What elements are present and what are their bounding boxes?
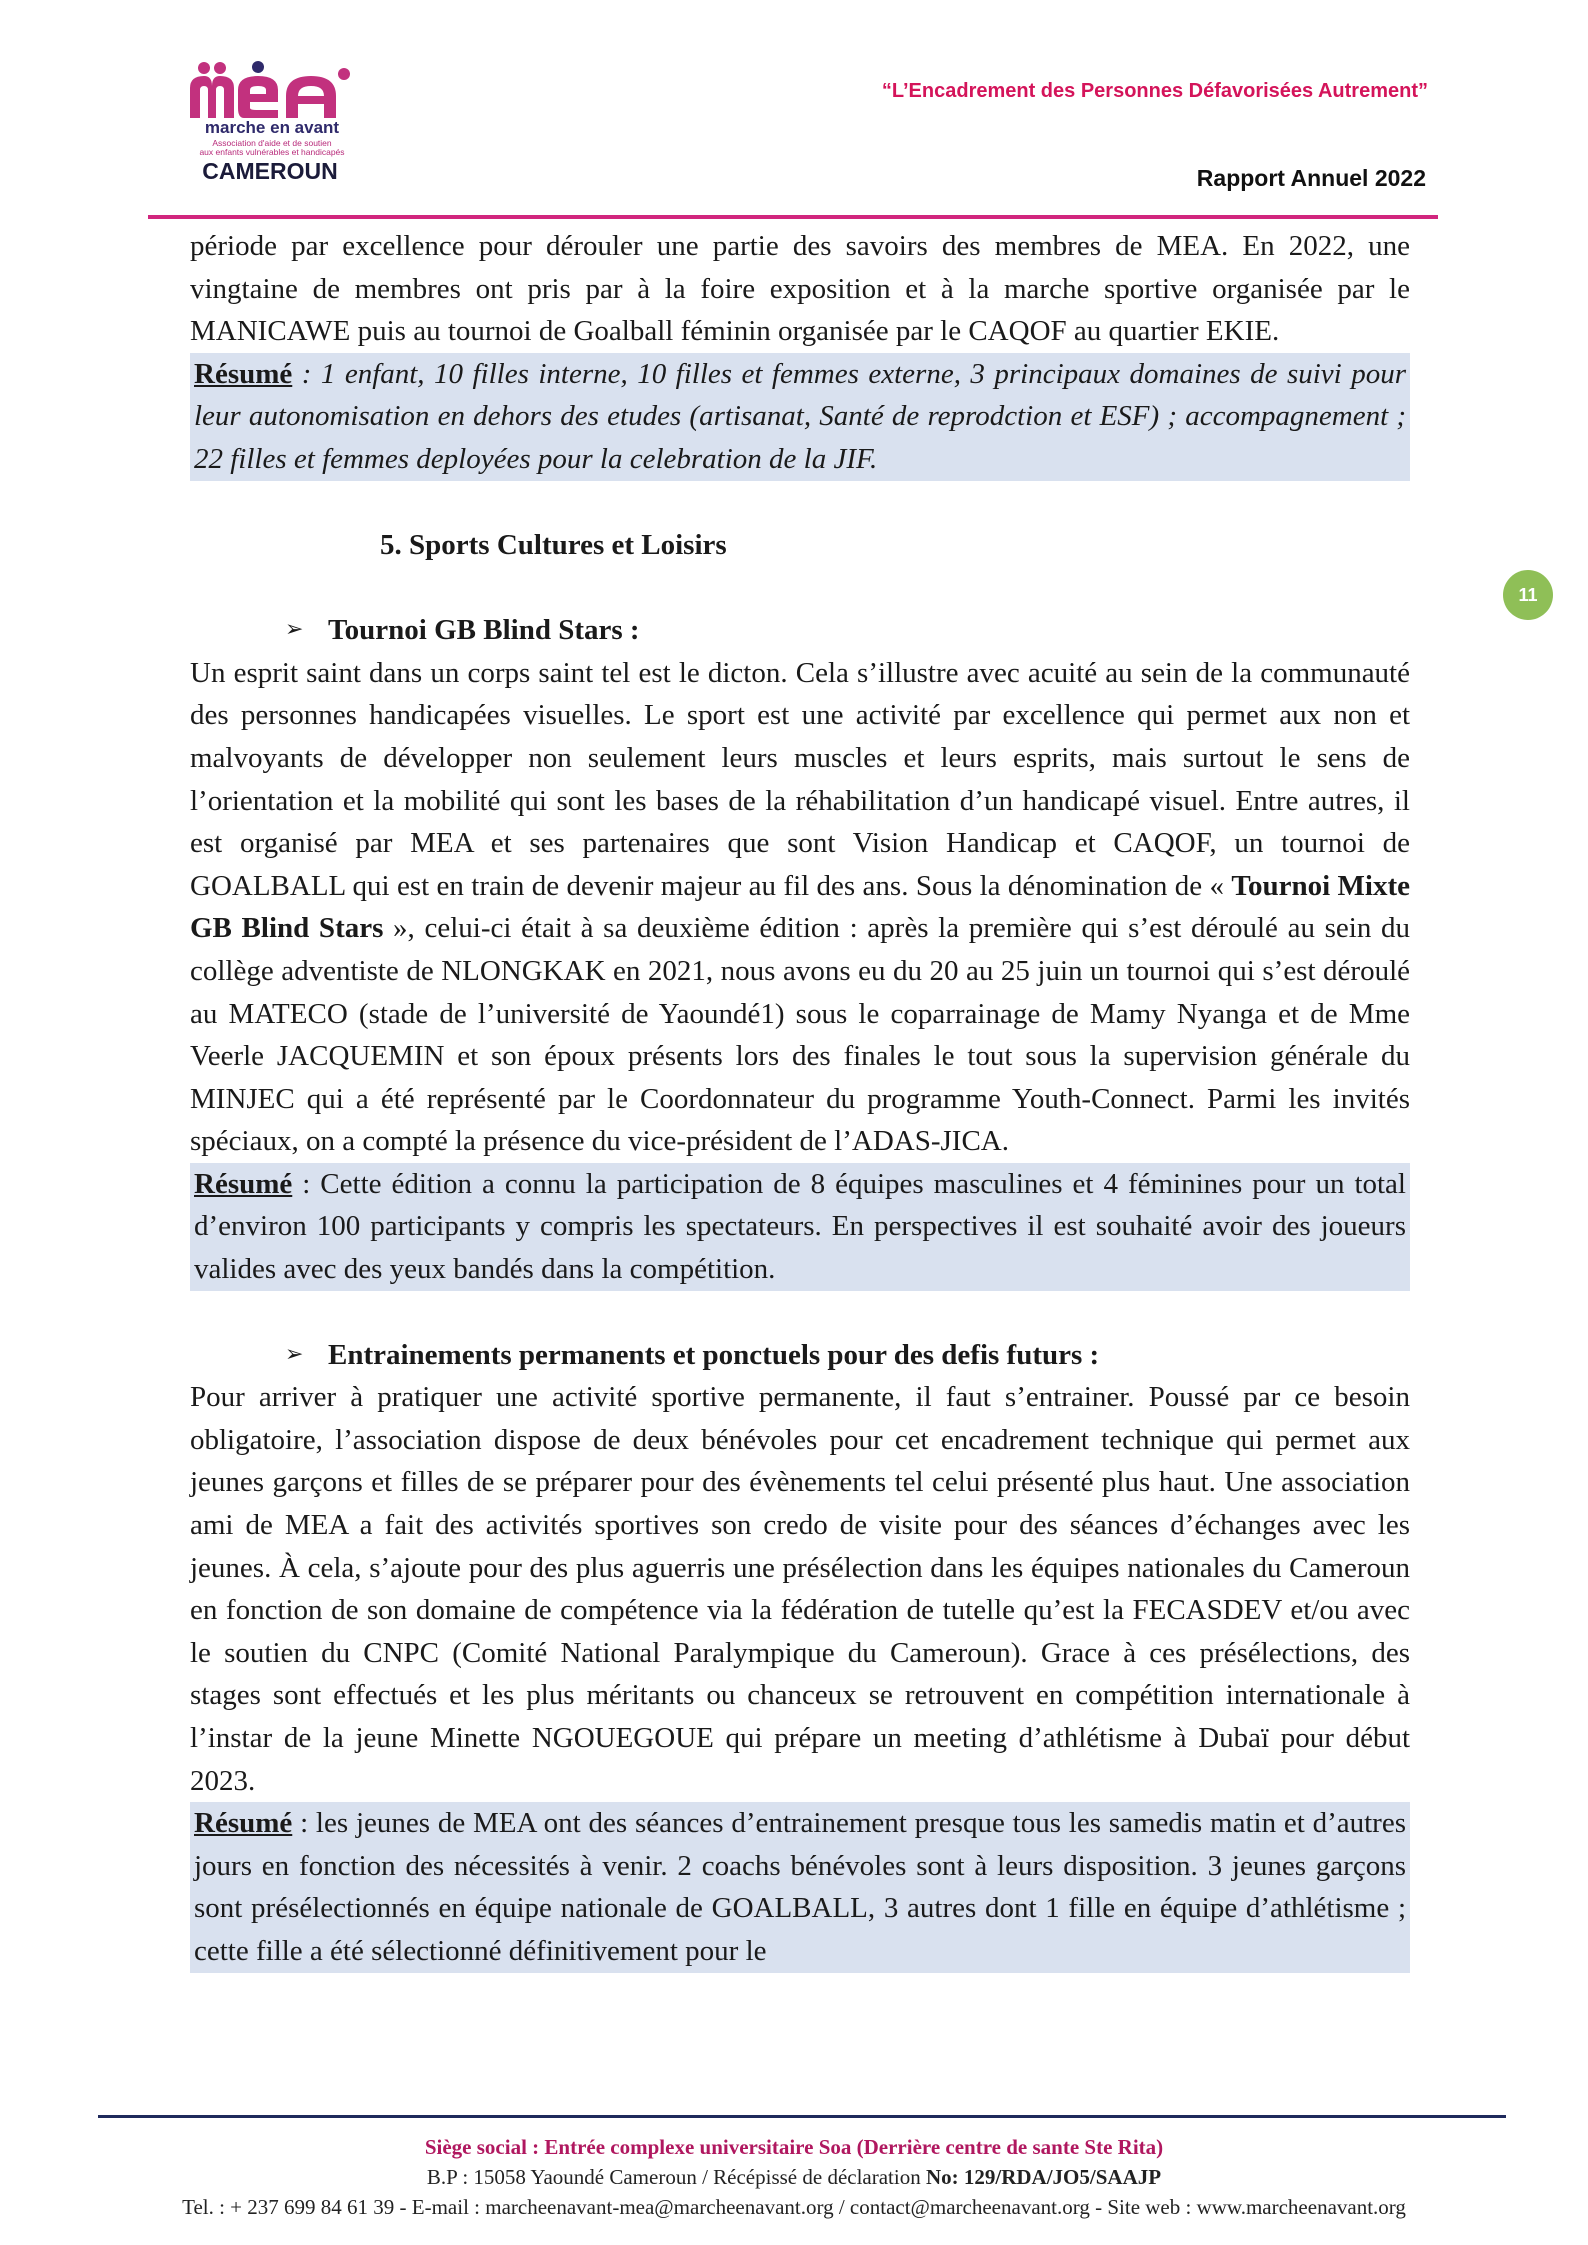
body-paragraph: Pour arriver à pratiquer une activité sportive permanente, il faut s’entrainer. Poussé par ce besoin obligatoire, l’association dispose de deux bénévoles pour cet encadrement technique qui permet aux jeunes garçons et filles de se préparer pour des évènements tel celui présenté plus haut. Une association ami de MEA a fait des activités sportives son credo de visite pour des séances d’échanges avec les jeunes. À cela, s’ajoute pour des plus aguerris une présélection dans les équipes nationales du Cameroun en fonction de son domaine de compétence via la fédération de tutelle qu’est la FECASDEV et/ou avec le soutien du CNPC (Comité National Paralympique du Cameroun). Grace à ces présélections, des stages sont effectués et les plus méritants ou chanceux se retrouvent en compétition internationale à l’instar de la jeune Minette NGOUEGOUE qui prépare un meeting d’athlétisme à Dubaï pour début 2023. <box>190 1381 1410 1797</box>
page-footer <box>0 2132 1588 2222</box>
paragraph-bold-text: Tournoi Mixte GB Blind Stars <box>190 869 1410 945</box>
paragraph-text: », celui-ci était à sa deuxième édition : après la première qui s’est déroulé au sein du collège adventiste de NLONGKAK en 2021, nous avons eu du 20 au 25 juin un tournoi qui s’est déroulé au MATECO (stade de l’université de Yaoundé1) sous le coparrainage de Mamy Nyanga et de Mme Veerle JACQUEMIN et son époux présents lors des finales le tout sous la supervision générale du MINJEC qui a été représenté par le Coordonnateur du programme Youth-Connect. Parmi les invités spéciaux, on a compté la présence du vice-président de l’ADAS-JICA. <box>190 912 1410 1158</box>
subsection-heading <box>190 1334 1410 1377</box>
logo-country: CAMEROUN <box>202 158 338 184</box>
summary-text: : 1 enfant, 10 filles interne, 10 filles et femmes externe, 3 principaux domaines de suivi pour leur autonomisation en dehors des etudes (artisanat, Santé de reprodction et ESF) ; accompagnement ; 22 filles et femmes deployées pour la celebration de la JIF. <box>194 357 1406 475</box>
logo-name: marche en avant <box>204 118 340 137</box>
logo-subtitle-line: Association d'aide et de soutien <box>212 138 332 148</box>
footer-registration-number: No: 129/RDA/JO5/SAAJP <box>925 2165 1162 2189</box>
page-number-badge: 11 <box>1503 570 1553 620</box>
paragraph-text: Un esprit saint dans un corps saint tel est le dicton. Cela s’illustre avec acuité au sein de la communauté des personnes handicapées visuelles. Le sport est une activité par excellence qui permet aux non et malvoyants de développer non seulement leurs muscles et leurs esprits, mais surtout le sens de l’orientation et la mobilité qui sont les bases de la réhabilitation d’un handicapé visuel. Entre autres, il est organisé par MEA et ses partenaires que sont Vision Handicap et CAQOF, un tournoi de GOALBALL qui est en train de devenir majeur au fil des ans. Sous la dénomination de « <box>190 656 1410 902</box>
logo-subtitle <box>184 139 360 157</box>
page-body <box>190 225 1410 1973</box>
footer-divider <box>98 2115 1506 2118</box>
footer-contacts: Tel. : + 237 699 84 61 39 - E-mail : marcheenavant-mea@marcheenavant.org / contact@marcheenavant.org - Site web : www.marcheenavant.org <box>182 2195 1406 2219</box>
summary-box <box>190 1163 1410 1291</box>
section-heading: 5. Sports Cultures et Loisirs <box>380 528 727 561</box>
summary-text: : Cette édition a connu la participation de 8 équipes masculines et 4 féminines pour un total d’environ 100 participants y compris les spectateurs. En perspectives il est souhaité avoir des joueurs valides avec des yeux bandés dans la compétition. <box>194 1167 1406 1286</box>
summary-box <box>190 353 1410 481</box>
subsection-title: Tournoi GB Blind Stars : <box>328 614 640 647</box>
footer-registration-text: B.P : 15058 Yaoundé Cameroun / Récépissé de déclaration <box>426 2165 926 2189</box>
body-paragraph <box>190 652 1410 1163</box>
report-title: Rapport Annuel 2022 <box>1196 165 1426 191</box>
subsection-title: Entrainements permanents et ponctuels pour des defis futurs : <box>328 1338 1100 1371</box>
summary-label: Résumé <box>194 1167 293 1200</box>
footer-address: Siège social : Entrée complexe universitaire Soa (Derrière centre de sante Ste Rita) <box>424 2135 1164 2159</box>
header-divider <box>148 215 1438 219</box>
arrow-bullet-icon: ➢ <box>285 617 304 643</box>
header-slogan: “L’Encadrement des Personnes Défavorisées Autrement” <box>881 80 1428 102</box>
summary-label: Résumé <box>194 357 293 390</box>
subsection-heading <box>190 609 1410 652</box>
footer-registration <box>0 2162 1588 2192</box>
mea-logo-mark-icon <box>186 60 356 120</box>
arrow-bullet-icon: ➢ <box>285 1341 304 1367</box>
logo-subtitle-line: aux enfants vulnérables et handicapés <box>199 147 345 157</box>
summary-text: : les jeunes de MEA ont des séances d’entrainement presque tous les samedis matin et d’autres jours en fonction des nécessités à venir. 2 coachs bénévoles sont à leurs disposition. 3 jeunes garçons sont présélectionnés en équipe nationale de GOALBALL, 3 autres dont 1 fille en équipe d’athlétisme ; cette fille a été sélectionné définitivement pour le <box>194 1807 1406 1967</box>
organization-logo <box>180 60 360 185</box>
summary-box <box>190 1802 1410 1972</box>
summary-label: Résumé <box>194 1807 293 1840</box>
intro-paragraph: période par excellence pour dérouler une partie des savoirs des membres de MEA. En 2022, une vingtaine de membres ont pris par à la foire exposition et à la marche sportive organisée par le MANICAWE puis au tournoi de Goalball féminin organisée par le CAQOF au quartier EKIE. <box>190 230 1410 348</box>
